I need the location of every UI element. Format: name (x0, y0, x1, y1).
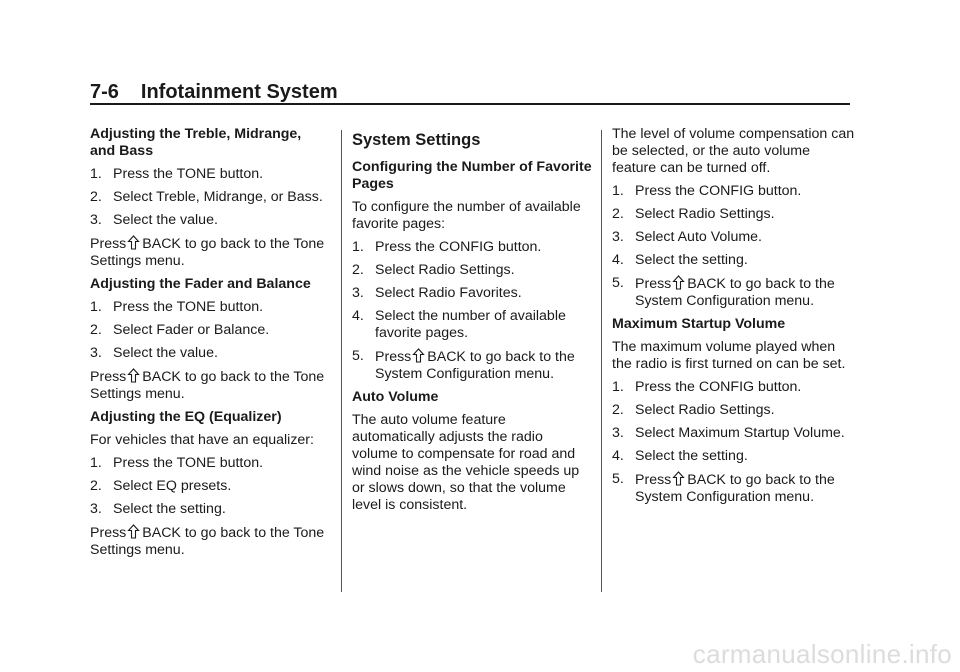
list-item: 5. Press BACK to go back to the System Configuration menu. (612, 275, 835, 309)
section-heading: Configuring the Number of Favorite Pages (352, 159, 592, 192)
list-item: 3. Select Radio Favorites. (352, 285, 522, 301)
paragraph: Press BACK to go back to the Tone Settings menu. (90, 236, 325, 269)
back-arrow-icon (127, 235, 140, 250)
list-item: 2. Select Radio Settings. (612, 206, 775, 222)
header-rule (90, 103, 850, 105)
list-item: 3. Select the value. (90, 345, 218, 361)
back-arrow-icon (127, 524, 140, 539)
list-item: 4. Select the number of available favorite pages. (352, 308, 566, 341)
list-item: 3. Select Auto Volume. (612, 229, 762, 245)
page-header (90, 80, 850, 104)
list-item: 1. Press the TONE button. (90, 455, 264, 471)
list-item: 2. Select Fader or Balance. (90, 322, 270, 338)
chapter-title: Infotainment System (140, 81, 338, 103)
section-heading: Maximum Startup Volume (612, 316, 786, 332)
back-arrow-icon (672, 471, 685, 486)
step-list (352, 239, 592, 383)
watermark: carmanualsonline.info (692, 639, 952, 669)
back-arrow-icon (127, 368, 140, 383)
list-item: 2. Select EQ presets. (90, 478, 232, 494)
section-heading: Adjusting the Fader and Balance (90, 276, 311, 292)
section-heading: Auto Volume (352, 389, 439, 405)
paragraph: To configure the number of available favorite pages: (352, 199, 581, 232)
page-number: 7-6 (90, 81, 119, 103)
list-item: 4. Select the setting. (612, 252, 748, 268)
list-item: 5. Press BACK to go back to the System Configuration menu. (612, 471, 835, 505)
paragraph: The level of volume compensation can be selected, or the auto volume feature can be turned off. (612, 126, 855, 176)
step-list (90, 166, 330, 229)
list-item: 1. Press the TONE button. (90, 299, 264, 315)
back-arrow-icon (672, 275, 685, 290)
column-divider-1 (341, 130, 342, 592)
list-item: 3. Select the value. (90, 212, 218, 228)
list-item: 2. Select Treble, Midrange, or Bass. (90, 189, 323, 205)
paragraph: For vehicles that have an equalizer: (90, 432, 314, 448)
paragraph: The maximum volume played when the radio is first turned on can be set. (612, 339, 846, 372)
paragraph: The auto volume feature automatically adjusts the radio volume to compensate for road and wind noise as the vehicle speeds up or slows down, so that the volume level is consistent. (352, 412, 580, 513)
step-list (90, 455, 330, 518)
list-item: 1. Press the CONFIG button. (612, 183, 802, 199)
list-item: 4. Select the setting. (612, 448, 748, 464)
list-item: 1. Press the CONFIG button. (352, 239, 542, 255)
list-item: 2. Select Radio Settings. (352, 262, 515, 278)
section-heading: Adjusting the EQ (Equalizer) (90, 409, 282, 425)
list-item: 3. Select the setting. (90, 501, 226, 517)
list-item: 1. Press the CONFIG button. (612, 379, 802, 395)
list-item: 1. Press the TONE button. (90, 166, 264, 182)
column-1 (90, 126, 330, 565)
list-item: 5. Press BACK to go back to the System Configuration menu. (352, 348, 575, 382)
column-2 (352, 126, 592, 520)
list-item: 2. Select Radio Settings. (612, 402, 775, 418)
section-heading: Adjusting the Treble, Midrange, and Bass (90, 126, 302, 159)
back-arrow-icon (412, 348, 425, 363)
section-title: System Settings (352, 131, 481, 149)
paragraph: Press BACK to go back to the Tone Settings menu. (90, 525, 325, 558)
list-item: 3. Select Maximum Startup Volume. (612, 425, 845, 441)
paragraph: Press BACK to go back to the Tone Settings menu. (90, 369, 325, 402)
column-divider-2 (601, 130, 602, 592)
step-list (90, 299, 330, 362)
step-list (612, 183, 858, 310)
column-3 (612, 126, 858, 512)
step-list (612, 379, 858, 506)
